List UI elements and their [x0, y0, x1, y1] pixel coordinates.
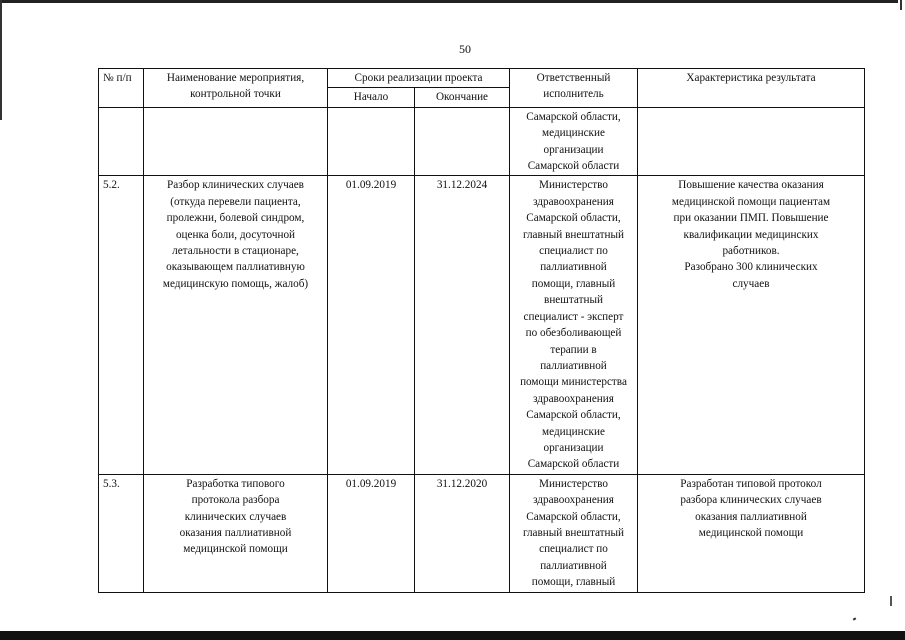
header-terms: Сроки реализации проекта [328, 69, 510, 88]
header-responsible: Ответственный исполнитель [510, 69, 638, 108]
scan-edge-top [0, 0, 898, 3]
scan-edge-left [0, 0, 2, 120]
page-number: 50 [459, 42, 471, 56]
cell-result: Повышение качества оказания медицинской помощи пациентам при оказании ПМП. Повышение квалификации медицинских работников. Разобрано 300 клинических случаев [638, 176, 865, 474]
cell-num: 5.2. [99, 176, 144, 474]
scan-edge-bottom [0, 631, 905, 640]
header-name: Наименование мероприятия, контрольной точки [144, 69, 328, 108]
document-table [98, 68, 865, 593]
table-row-continued [99, 107, 865, 176]
cell-result [638, 107, 865, 176]
cell-result: Разработан типовой протокол разбора клинических случаев оказания паллиативной медицинской помощи [638, 474, 865, 592]
cell-responsible: Министерство здравоохранения Самарской области, главный внештатный специалист по паллиативной помощи, главный [510, 474, 638, 592]
header-num: № п/п [99, 69, 144, 108]
cell-end: 31.12.2020 [415, 474, 510, 592]
scan-mark-top-right [900, 0, 902, 10]
cell-name: Разработка типового протокола разбора клинических случаев оказания паллиативной медицинской помощи [144, 474, 328, 592]
cell-start [328, 107, 415, 176]
cell-start: 01.09.2019 [328, 176, 415, 474]
cell-num [99, 107, 144, 176]
cell-end: 31.12.2024 [415, 176, 510, 474]
table-header-row [99, 69, 865, 88]
table-row [99, 176, 865, 474]
header-result: Характеристика результата [638, 69, 865, 108]
header-end: Окончание [415, 88, 510, 107]
cell-responsible: Самарской области, медицинские организации Самарской области [510, 107, 638, 176]
scan-mark-right [890, 596, 892, 606]
cell-responsible: Министерство здравоохранения Самарской области, главный внештатный специалист по паллиативной помощи, главный внештатный специалист - эксперт по обезболивающей терапии в паллиативной помощи министерства здравоохранения Самарской области, медицинские организации Самарской области [510, 176, 638, 474]
cell-end [415, 107, 510, 176]
cell-name [144, 107, 328, 176]
header-start: Начало [328, 88, 415, 107]
cell-name: Разбор клинических случаев (откуда перевели пациента, пролежни, болевой синдром, оценка боли, досуточной летальности в стационаре, оказывающем паллиативную медицинскую помощь, жалоб) [144, 176, 328, 474]
cell-start: 01.09.2019 [328, 474, 415, 592]
scan-speck [853, 617, 857, 620]
cell-num: 5.3. [99, 474, 144, 592]
table-row [99, 474, 865, 592]
